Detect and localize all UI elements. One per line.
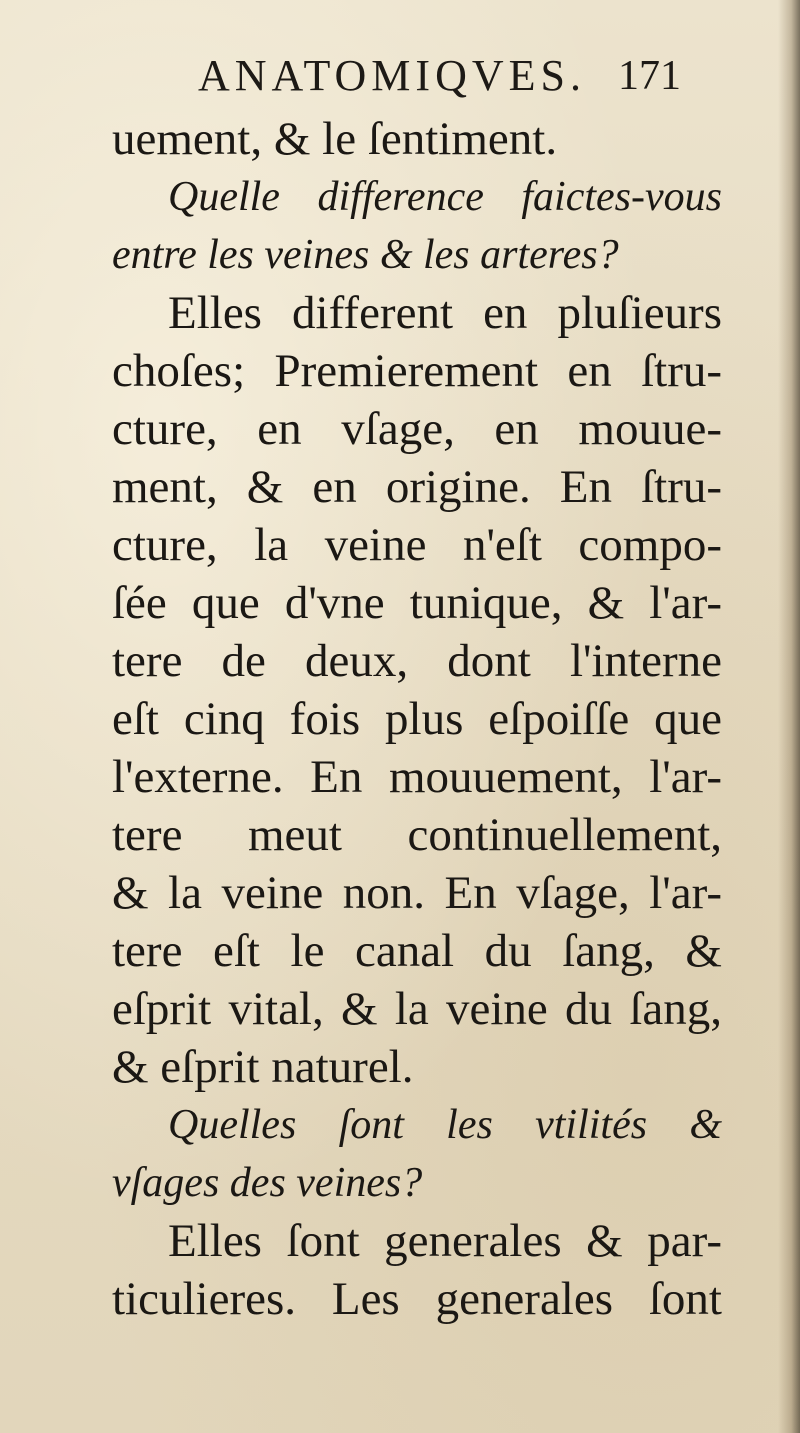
text-line: entre les veines & les arteres? [112, 232, 619, 278]
page-header [0, 50, 800, 112]
text-line: Quelles ſont les vtilités & [168, 1102, 722, 1148]
text-line: vſages des veines? [112, 1160, 423, 1206]
text-line: eſprit vital, & la veine du ſang, [112, 983, 722, 1035]
text-line: tere eſt le canal du ſang, & [112, 925, 722, 977]
text-line: ticulieres. Les generales ſont [112, 1273, 722, 1325]
text-line: Elles different en pluſieurs [168, 287, 722, 339]
text-line: l'externe. En mouuement, l'ar- [112, 751, 722, 803]
text-line: cture, en vſage, en mouue- [112, 403, 722, 455]
text-line: & la veine non. En vſage, l'ar- [112, 867, 722, 919]
text-line: uement, & le ſentiment. [112, 113, 558, 165]
text-line: cture, la veine n'eſt compo- [112, 519, 722, 571]
text-line: & eſprit naturel. [112, 1041, 414, 1093]
running-head: ANATOMIQVES. [198, 51, 586, 100]
text-line: tere de deux, dont l'interne [112, 635, 722, 687]
text-line: tere meut continuellement, [112, 809, 722, 861]
text-line: Elles ſont generales & par- [168, 1215, 722, 1267]
text-line: eſt cinq fois plus eſpoiſſe que [112, 693, 722, 745]
text-line: choſes; Premierement en ſtru- [112, 345, 722, 397]
text-line: ſée que d'vne tunique, & l'ar- [112, 577, 722, 629]
page-gutter-shadow [778, 0, 800, 1433]
text-line: ment, & en origine. En ſtru- [112, 461, 722, 513]
page-number: 171 [618, 53, 681, 99]
text-line: Quelle difference faictes-vous [168, 174, 722, 220]
body-text [112, 110, 722, 1328]
